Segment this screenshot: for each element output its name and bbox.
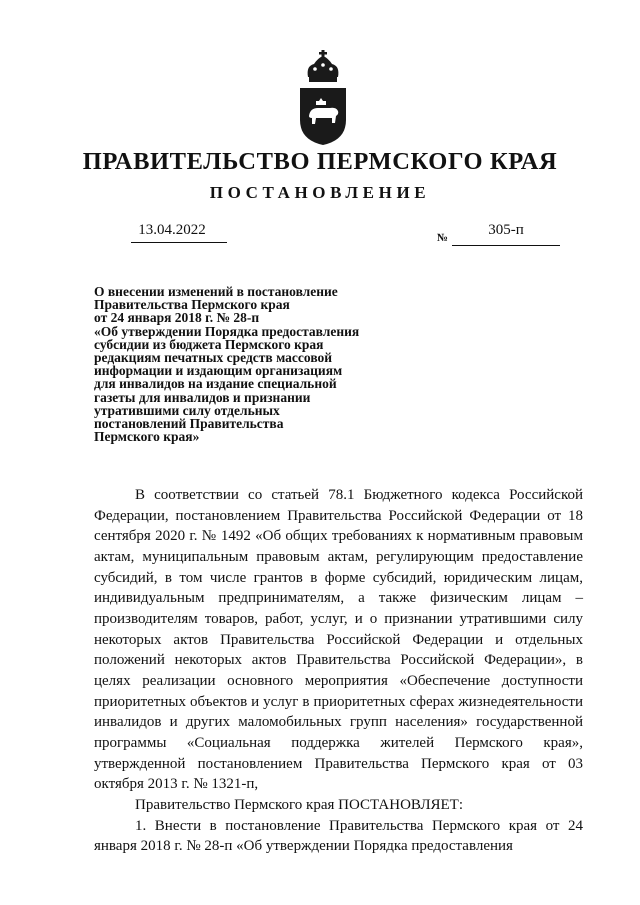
subject-line: Пермского края»: [94, 429, 200, 445]
subject-line: «Об утверждении Порядка предоставления: [94, 323, 360, 339]
number-sign: №: [437, 232, 449, 244]
subject-line: Правительства Пермского края: [94, 297, 290, 313]
document-date: 13.04.2022: [138, 222, 206, 238]
organization-title: ПРАВИТЕЛЬСТВО ПЕРМСКОГО КРАЯ: [82, 148, 558, 175]
subject-line: утратившими силу отдельных: [94, 402, 280, 418]
number-underline: [452, 245, 560, 246]
document-type: ПОСТАНОВЛЕНИЕ: [209, 183, 431, 202]
document-number: 305-п: [488, 222, 524, 238]
resolution-paragraph: Правительство Пермского края ПОСТАНОВЛЯЕТ:: [135, 796, 464, 813]
preamble-paragraph: В соответствии со статьей 78.1 Бюджетного кодекса Российской Федерации, постановлением Правительства Российской Федерации от 18 сентября 2020 г. № 1492 «Об общих требованиях к нормативным правовым актам, муниципальным правовым актам, регулирующим предоставление субсидий, в том числе грантов в форме субсидий, юридическим лицам, индивидуальным предпринимателям, а также физическим лицам – производителям товаров, работ, услуг, и о признании утратившими силу некоторых актов Правительства Российской Федерации и отдельных положений некоторых актов Правительства Российской Федерации», в целях реализации основного мероприятия «Обеспечение доступности приоритетных объектов и услуг в приоритетных сферах жизнедеятельности инвалидов и других маломобильных групп населения» государственной программы «Социальная поддержка жителей Пермского края», утвержденной постановлением Правительства Пермского края от 03 октября 2013 г. № 1321-п,: [94, 487, 583, 793]
subject-line: субсидии из бюджета Пермского края: [94, 336, 324, 352]
subject-line: О внесении изменений в постановление: [94, 284, 338, 299]
subject-line: редакциям печатных средств массовой: [94, 350, 333, 366]
subject-line: для инвалидов на издание специальной: [94, 376, 337, 392]
subject-line: информации и издающим организациям: [94, 363, 343, 379]
date-underline: [131, 242, 227, 243]
subject-line: постановлений Правительства: [94, 416, 284, 432]
subject-line: газеты для инвалидов и признании: [94, 389, 311, 405]
item-1-paragraph: 1. Внести в постановление Правительства Пермского края от 24 января 2018 г. № 28-п «Об утверждении Порядка предоставления: [94, 817, 583, 855]
document-body: [94, 485, 583, 857]
subject-line: от 24 января 2018 г. № 28-п: [94, 310, 260, 326]
perm-krai-coat-of-arms-icon: [296, 50, 350, 146]
document-subject: [94, 285, 394, 443]
